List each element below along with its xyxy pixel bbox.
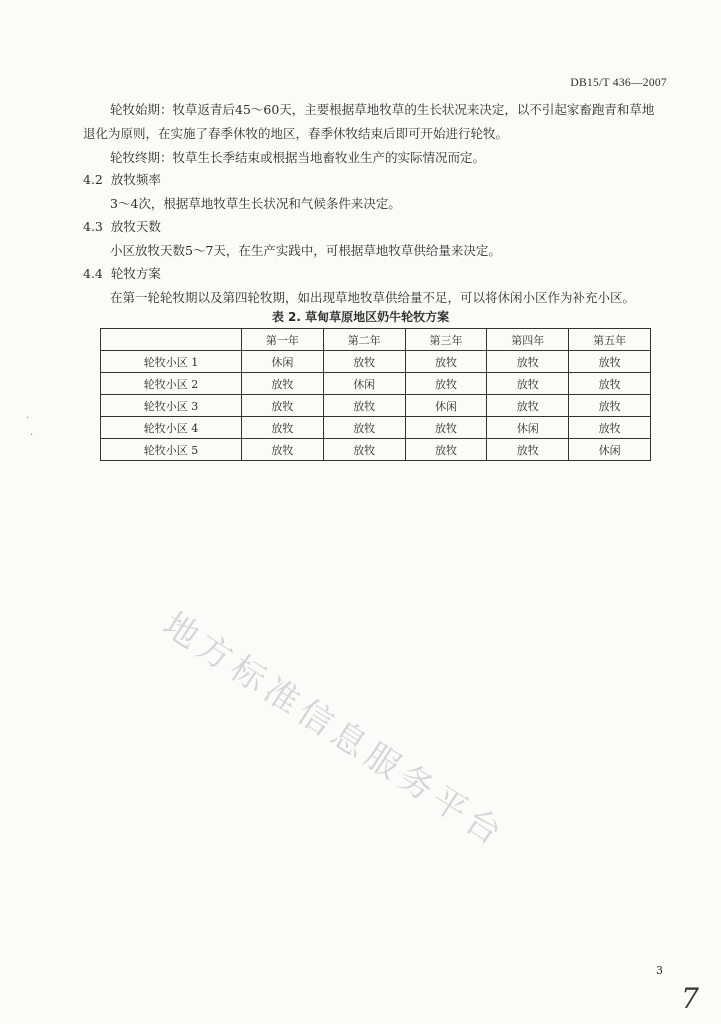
table-cell: 放牧	[569, 351, 651, 373]
section-4-3-body: 小区放牧天数5～7天，在生产实践中，可根据草地牧草供给量来决定。	[110, 243, 501, 258]
rotation-end-text: 轮牧终期：牧草生长季结束或根据当地畜牧业生产的实际情况而定。	[110, 150, 486, 165]
section-number: 4.3	[83, 219, 103, 234]
table-cell: 休闲	[487, 417, 569, 439]
table-cell: 放牧	[487, 439, 569, 461]
table-cell: 放牧	[487, 373, 569, 395]
table-row-label: 轮牧小区 2	[101, 373, 242, 395]
table-row-label: 轮牧小区 5	[101, 439, 242, 461]
table-row	[101, 373, 651, 395]
table-cell: 休闲	[242, 351, 324, 373]
table-title: 表 2. 草甸草原地区奶牛轮牧方案	[271, 310, 450, 324]
watermark-text: 地方标准信息服务平台	[155, 604, 514, 857]
table-row-label: 轮牧小区 4	[101, 417, 242, 439]
document-code: DB15/T 436—2007	[570, 77, 667, 89]
table-cell: 放牧	[569, 417, 651, 439]
table-cell: 休闲	[405, 395, 487, 417]
section-number: 4.2	[83, 172, 103, 187]
section-4-3-heading	[83, 217, 161, 235]
table-row	[101, 439, 651, 461]
table-cell: 放牧	[569, 373, 651, 395]
table-cell: 放牧	[405, 351, 487, 373]
table-cell: 休闲	[323, 373, 405, 395]
table-row	[101, 417, 651, 439]
rotation-start-line2: 退化为原则，在实施了春季休牧的地区，春季休牧结束后即可开始进行轮牧。	[83, 126, 509, 141]
table-cell: 放牧	[405, 439, 487, 461]
table-cell: 放牧	[323, 417, 405, 439]
table-row-label: 轮牧小区 1	[101, 351, 242, 373]
table-row-label: 轮牧小区 3	[101, 395, 242, 417]
table-cell: 放牧	[323, 351, 405, 373]
section-title: 放牧频率	[110, 172, 161, 187]
table-cell: 放牧	[569, 395, 651, 417]
table-cell: 放牧	[323, 439, 405, 461]
scan-mark: ·	[30, 430, 34, 441]
section-title: 放牧天数	[110, 219, 161, 234]
section-4-4-body: 在第一轮轮牧期以及第四轮牧期，如出现草地牧草供给量不足，可以将休闲小区作为补充小区。	[110, 290, 636, 305]
table-cell: 放牧	[242, 417, 324, 439]
table-cell: 放牧	[242, 373, 324, 395]
rotation-table	[100, 328, 651, 461]
handwritten-mark: 7	[681, 982, 699, 1015]
table-header-cell: 第三年	[405, 329, 487, 351]
section-number: 4.4	[83, 266, 103, 281]
table-cell: 放牧	[323, 395, 405, 417]
table-header-cell: 第一年	[242, 329, 324, 351]
table-cell: 放牧	[487, 351, 569, 373]
table-header-cell: 第五年	[569, 329, 651, 351]
section-title: 轮牧方案	[110, 266, 161, 281]
table-cell: 放牧	[487, 395, 569, 417]
table-cell: 放牧	[242, 439, 324, 461]
table-cell: 放牧	[242, 395, 324, 417]
page-number: 3	[656, 964, 663, 977]
section-4-2-body: 3～4次，根据草地牧草生长状况和气候条件来决定。	[110, 196, 401, 211]
table-header-cell: 第四年	[487, 329, 569, 351]
section-4-4-heading	[83, 264, 161, 282]
table-header-cell	[101, 329, 242, 351]
section-4-2-heading	[83, 170, 161, 188]
table-cell: 放牧	[405, 373, 487, 395]
table-cell: 放牧	[405, 417, 487, 439]
table-cell: 休闲	[569, 439, 651, 461]
table-row	[101, 395, 651, 417]
table-header-row	[101, 329, 651, 351]
table-row	[101, 351, 651, 373]
rotation-start-line1: 轮牧始期：牧草返青后45～60天，主要根据草地牧草的生长状况来决定，以不引起家畜跑青和草地	[110, 102, 655, 117]
table-header-cell: 第二年	[323, 329, 405, 351]
scan-mark: ·	[26, 413, 30, 424]
